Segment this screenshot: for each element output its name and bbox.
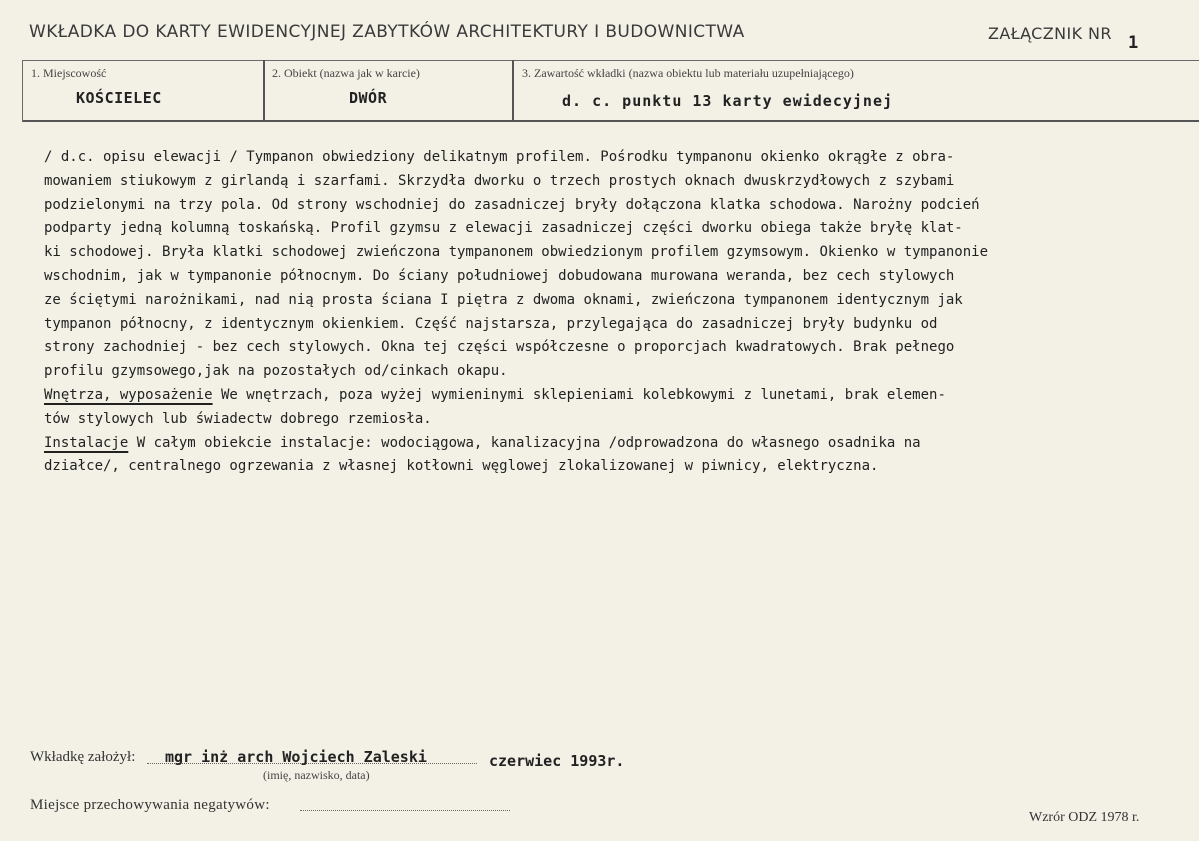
body-line: ze ściętymi narożnikami, nad nią prosta ściana I piętra z dwoma oknami, zwieńczona tympanonem identycznym jak (44, 291, 963, 308)
field-divider-2 (512, 60, 514, 122)
body-line: profilu gzymsowego,jak na pozostałych od/cinkach okapu. (44, 363, 508, 380)
body-line: / d.c. opisu elewacji / Tympanon obwiedziony delikatnym profilem. Pośrodku tympanonu okienko okrągłe z obra- (44, 149, 955, 165)
negatives-dotted-line (300, 810, 510, 811)
body-line: podparty jedną kolumną toskańską. Profil gzymsu z elewacji zasadniczej części dworku obiega także bryłę klat- (44, 220, 963, 237)
description-body (44, 146, 1174, 479)
body-line: podzielonymi na trzy pola. Od strony wschodniej do zasadniczej bryły dołączona klatka schodowa. Narożny podcień (44, 196, 980, 213)
field-locality-value: KOŚCIELEC (76, 89, 162, 107)
form-pattern-note: Wzrór ODZ 1978 r. (1029, 810, 1140, 825)
interior-heading: Wnętrza, wyposażenie (44, 386, 213, 403)
field-object-value: DWÓR (349, 89, 388, 107)
document-title: WKŁADKA DO KARTY EWIDENCYJNEJ ZABYTKÓW ARCHITEKTURY I BUDOWNICTWA (29, 22, 745, 42)
interior-text: We wnętrzach, poza wyżej wymieninymi sklepieniami kolebkowymi z lunetami, brak elemen- (212, 386, 946, 403)
body-line: strony zachodniej - bez cech stylowych. Okna tej części współczesne o proporcjach kwadratowych. Brak pełnego (44, 339, 955, 356)
founder-date: czerwiec 1993r. (489, 752, 625, 770)
field-content-value: d. c. punktu 13 karty ewidecyjnej (562, 92, 894, 110)
field-locality-label: 1. Miejscowość (31, 66, 107, 80)
annex-number: 1 (1128, 33, 1139, 53)
body-line: ki schodowej. Bryła klatki schodowej zwieńczona tympanonem obwiedzionym profilem gzymsowym. Okienko w tympanonie (44, 244, 989, 261)
install-heading: Instalacje (44, 434, 129, 451)
body-line: tympanon północny, z identycznym okienkiem. Część najstarsza, przylegająca do zasadniczej bryły budynku od (44, 315, 938, 332)
founder-value: mgr inż arch Wojciech Zaleski (165, 748, 427, 766)
body-line: mowaniem stiukowym z girlandą i szarfami. Skrzydła dworku o trzech prostych oknach dwuskrzydłowych z szybami (44, 172, 955, 189)
negatives-label: Miejsce przechowywania negatywów: (30, 797, 270, 813)
founder-hint: (imię, nazwisko, data) (263, 768, 370, 782)
founder-label: Wkładkę założył: (30, 749, 136, 765)
interior-text-cont: tów stylowych lub świadectw dobrego rzemiosła. (44, 410, 432, 427)
field-content-label: 3. Zawartość wkładki (nazwa obiektu lub materiału uzupełniającego) (522, 66, 854, 80)
field-object-label: 2. Obiekt (nazwa jak w karcie) (272, 66, 420, 80)
install-text: W całym obiekcie instalacje: wodociągowa, kanalizacyjna /odprowadzona do własnego osadnika na (128, 434, 921, 451)
body-line: wschodnim, jak w tympanonie północnym. Do ściany południowej dobudowana murowana weranda, bez cech stylowych (44, 267, 955, 284)
install-paragraph (44, 432, 1174, 456)
interior-paragraph (44, 384, 1174, 408)
header-top-rule (22, 60, 1199, 61)
install-text-cont: działce/, centralnego ogrzewania z własnej kotłowni węglowej zlokalizowanej w piwnicy, elektryczna. (44, 458, 879, 475)
header-bottom-rule (22, 120, 1199, 122)
field-divider-1 (263, 60, 265, 122)
field-divider-left (22, 60, 23, 122)
annex-label: ZAŁĄCZNIK NR (988, 24, 1112, 43)
